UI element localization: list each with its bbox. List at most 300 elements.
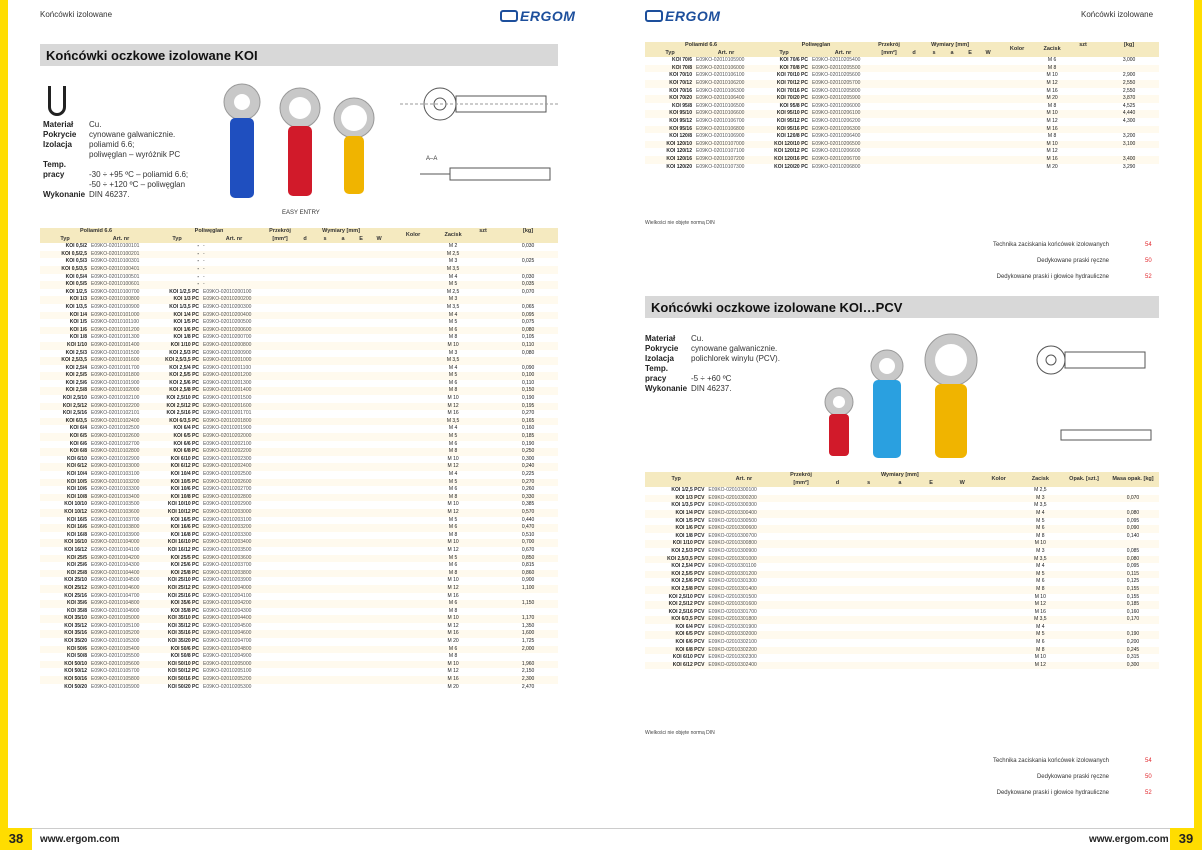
cell-empty bbox=[334, 380, 352, 388]
cell-empty bbox=[294, 387, 316, 395]
cell-empty bbox=[388, 593, 438, 601]
header-kolor-right: Kolor bbox=[997, 42, 1037, 57]
cell: E09KO-02010101700 bbox=[91, 364, 140, 371]
cell-empty bbox=[961, 72, 979, 80]
cell: E09KO-02010200600 bbox=[203, 326, 252, 333]
table-row bbox=[645, 631, 1159, 639]
cell-empty bbox=[316, 296, 334, 304]
cell-empty bbox=[352, 433, 370, 441]
cell-empty bbox=[468, 555, 498, 563]
cell-empty bbox=[978, 578, 1020, 586]
cell: 0,900 bbox=[521, 577, 535, 584]
cell-empty bbox=[884, 639, 915, 647]
cell-empty bbox=[943, 118, 961, 126]
cell: E09KO-02010204800 bbox=[203, 645, 252, 652]
cell-empty bbox=[370, 562, 388, 570]
cell-empty bbox=[822, 495, 853, 503]
cell: E09KO-02010201300 bbox=[203, 379, 252, 386]
cell: KOI 2,5/3,5 PC bbox=[165, 357, 200, 364]
cell: KOI 6/6 PC bbox=[173, 440, 200, 447]
cell: KOI 16/6 PC bbox=[170, 524, 200, 531]
cell: KOI 16/12 bbox=[64, 546, 87, 553]
cell: KOI 1/6 bbox=[69, 326, 87, 333]
header-zacisk-right: Zacisk bbox=[1037, 42, 1067, 57]
cell-empty bbox=[266, 258, 294, 266]
cell-empty bbox=[961, 118, 979, 126]
cell-empty bbox=[915, 624, 946, 632]
cell-empty bbox=[468, 600, 498, 608]
cell: 2,550 bbox=[1122, 79, 1136, 86]
cell: KOI 6/6 bbox=[69, 440, 87, 447]
cell-empty bbox=[266, 555, 294, 563]
cell-empty bbox=[903, 80, 925, 88]
cell-empty bbox=[925, 65, 943, 73]
cell-empty bbox=[294, 410, 316, 418]
cell-empty bbox=[370, 395, 388, 403]
table-row bbox=[40, 532, 558, 540]
cell-empty bbox=[947, 647, 978, 655]
cell-empty bbox=[370, 433, 388, 441]
cell-empty bbox=[316, 646, 334, 654]
cell-empty bbox=[875, 72, 903, 80]
cell-empty bbox=[294, 342, 316, 350]
tool-link[interactable] bbox=[851, 774, 1157, 780]
cell: E09KO-02010103500 bbox=[91, 501, 140, 508]
cell: M 8 bbox=[448, 334, 458, 341]
cell-empty bbox=[352, 479, 370, 487]
cell: E09KO-02010103400 bbox=[91, 493, 140, 500]
cell: E09KO-02010104600 bbox=[91, 584, 140, 591]
cell: KOI 25/10 bbox=[64, 577, 87, 584]
ergom-logo bbox=[500, 8, 575, 24]
cell: KOI 120/16 PC bbox=[774, 155, 809, 162]
cell-empty bbox=[334, 418, 352, 426]
footer-url[interactable]: www.ergom.com bbox=[40, 834, 120, 845]
cell-empty bbox=[352, 600, 370, 608]
cell-empty bbox=[294, 646, 316, 654]
cell-empty bbox=[903, 72, 925, 80]
cell-empty bbox=[370, 365, 388, 373]
cell-empty bbox=[334, 615, 352, 623]
cell: 0,190 bbox=[1126, 631, 1140, 638]
cell-empty bbox=[1067, 103, 1099, 111]
spec-key: Temp. pracy bbox=[43, 160, 66, 179]
cell: E09KO-02010206700 bbox=[812, 155, 861, 162]
cell: M 3,5 bbox=[1034, 616, 1047, 623]
cell-empty bbox=[294, 319, 316, 327]
cell-empty bbox=[468, 258, 498, 266]
cell-empty bbox=[388, 623, 438, 631]
cell: KOI 25/8 PC bbox=[170, 569, 200, 576]
table-row bbox=[40, 448, 558, 456]
cell: 0,155 bbox=[1126, 593, 1140, 600]
cell: E09KO-02010205600 bbox=[812, 72, 861, 79]
cell: KOI 1/10 PC bbox=[170, 341, 200, 348]
cell-empty bbox=[943, 80, 961, 88]
cell: 3,870 bbox=[1122, 95, 1136, 102]
cell: M 6 bbox=[448, 440, 458, 447]
header-wymiary-right: Wymiary [mm] bbox=[903, 42, 997, 50]
cell-empty bbox=[352, 593, 370, 601]
cell: E09KO-02010102200 bbox=[91, 402, 140, 409]
cell: KOI 50/20 PC bbox=[167, 683, 200, 690]
cell: M 2 bbox=[448, 243, 458, 250]
cell-empty bbox=[388, 630, 438, 638]
cell: E09KO-02010107300 bbox=[696, 163, 745, 170]
table-row bbox=[645, 525, 1159, 533]
cell-empty bbox=[997, 126, 1037, 134]
cell-empty bbox=[294, 517, 316, 525]
cell: KOI 35/6 PC bbox=[170, 600, 200, 607]
header-przekroj: Przekrój bbox=[266, 228, 294, 236]
cell-empty bbox=[943, 164, 961, 172]
cell: 0,270 bbox=[521, 478, 535, 485]
cell: KOI 6/5 PCV bbox=[675, 631, 705, 638]
cell-empty bbox=[943, 148, 961, 156]
cell bbox=[498, 593, 558, 601]
cell: M 10 bbox=[1034, 593, 1046, 600]
cell-empty bbox=[915, 540, 946, 548]
cell-empty bbox=[316, 365, 334, 373]
cell-empty bbox=[1061, 586, 1107, 594]
cell-empty bbox=[915, 495, 946, 503]
cell: E09KO-02010300100 bbox=[708, 487, 757, 494]
cell: KOI 10/6 PC bbox=[170, 486, 200, 493]
cell-empty bbox=[316, 350, 334, 358]
cell-empty bbox=[903, 118, 925, 126]
pcv-header-przekroj: Przekrój bbox=[780, 472, 822, 480]
cell-empty bbox=[468, 304, 498, 312]
cell: E09KO-02010201200 bbox=[203, 372, 252, 379]
table-row bbox=[40, 608, 558, 616]
header-zacisk: Zacisk bbox=[438, 228, 468, 243]
cell-empty bbox=[266, 433, 294, 441]
cell-empty bbox=[780, 502, 822, 510]
cell-empty bbox=[266, 456, 294, 464]
cell-empty bbox=[978, 662, 1020, 670]
cell: KOI 2,5/4 bbox=[65, 364, 87, 371]
cell-empty bbox=[294, 251, 316, 259]
cell: KOI 6/4 PC bbox=[173, 425, 200, 432]
cell-empty bbox=[947, 624, 978, 632]
cell-empty bbox=[352, 463, 370, 471]
cell-empty bbox=[352, 577, 370, 585]
cell-empty bbox=[1067, 88, 1099, 96]
cell-empty bbox=[853, 647, 884, 655]
table-row bbox=[645, 540, 1159, 548]
page-header: Końcówki izolowane bbox=[40, 10, 113, 19]
cell-empty bbox=[875, 118, 903, 126]
tool-link[interactable] bbox=[851, 274, 1157, 280]
cell-empty bbox=[316, 281, 334, 289]
cell-empty bbox=[294, 486, 316, 494]
cell: KOI 25/5 bbox=[66, 554, 87, 561]
cell: E09KO-02010302400 bbox=[708, 661, 757, 668]
cell-empty bbox=[978, 654, 1020, 662]
tool-link-label: Technika zaciskania końcówek izolowanych bbox=[992, 242, 1109, 248]
cell-empty bbox=[979, 80, 997, 88]
cell: E09KO-02010205000 bbox=[203, 660, 252, 667]
cell: - bbox=[197, 273, 200, 280]
cell-empty bbox=[875, 141, 903, 149]
tool-link[interactable] bbox=[851, 758, 1157, 764]
cell: KOI 70/10 bbox=[669, 72, 692, 79]
table-row bbox=[40, 630, 558, 638]
header-a: a bbox=[334, 236, 352, 244]
cell-empty bbox=[822, 662, 853, 670]
cell: M 4 bbox=[1036, 563, 1045, 570]
cell-empty bbox=[352, 357, 370, 365]
table-row bbox=[40, 494, 558, 502]
cell: M 12 bbox=[447, 463, 459, 470]
technical-drawing-pcv bbox=[1021, 340, 1161, 450]
table-row bbox=[40, 661, 558, 669]
table-row bbox=[645, 156, 1159, 164]
cell: KOI 50/12 bbox=[64, 668, 87, 675]
cell bbox=[1107, 487, 1159, 495]
cell: KOI 16/8 PC bbox=[170, 531, 200, 538]
spec-key: Pokrycie bbox=[43, 130, 77, 139]
header-szt: szt bbox=[468, 228, 498, 236]
cell-empty bbox=[266, 668, 294, 676]
cell-empty bbox=[352, 608, 370, 616]
cell: KOI 1/3,5 PC bbox=[169, 303, 200, 310]
tool-link[interactable] bbox=[851, 242, 1157, 248]
cell-empty bbox=[947, 601, 978, 609]
cell-empty bbox=[316, 312, 334, 320]
cell-empty bbox=[468, 668, 498, 676]
cell: E09KO-02010102900 bbox=[91, 455, 140, 462]
cell-empty bbox=[316, 623, 334, 631]
technical-drawing bbox=[400, 82, 560, 202]
cell-empty bbox=[468, 486, 498, 494]
cell-empty bbox=[266, 494, 294, 502]
cell: KOI 120/8 bbox=[669, 133, 692, 140]
cell: 1,725 bbox=[521, 638, 535, 645]
cell-empty bbox=[266, 479, 294, 487]
cell: 0,160 bbox=[521, 425, 535, 432]
cell: M 8 bbox=[1047, 64, 1057, 71]
cell: E09KO-02010101000 bbox=[91, 311, 140, 318]
cell-empty bbox=[961, 103, 979, 111]
spec-row bbox=[43, 130, 188, 140]
tool-link-label: Dedykowane praski ręczne bbox=[1036, 774, 1109, 780]
cell-empty bbox=[884, 518, 915, 526]
cell-empty bbox=[875, 80, 903, 88]
cell: E09KO-02010104100 bbox=[91, 546, 140, 553]
cell-empty bbox=[925, 126, 943, 134]
cell-empty bbox=[780, 594, 822, 602]
product-photo-pcv bbox=[817, 330, 997, 460]
cell-empty bbox=[468, 350, 498, 358]
pcv-header-mm2: [mm²] bbox=[780, 480, 822, 488]
cell: E09KO-02010203500 bbox=[203, 546, 252, 553]
footer-url-right[interactable]: www.ergom.com bbox=[1089, 834, 1169, 845]
cell-empty bbox=[352, 296, 370, 304]
table-row bbox=[645, 510, 1159, 518]
cell-empty bbox=[961, 57, 979, 65]
cell-empty bbox=[884, 563, 915, 571]
cell-empty bbox=[294, 304, 316, 312]
cell: E09KO-02010203300 bbox=[203, 531, 252, 538]
cell: E09KO-02010101900 bbox=[91, 379, 140, 386]
cell-empty bbox=[266, 585, 294, 593]
cell: M 5 bbox=[448, 433, 458, 440]
cell-empty bbox=[370, 646, 388, 654]
cell-empty bbox=[370, 425, 388, 433]
cell-empty bbox=[294, 630, 316, 638]
cell-empty bbox=[780, 647, 822, 655]
cell: KOI 6/8 bbox=[69, 448, 87, 455]
cell-empty bbox=[352, 342, 370, 350]
cell-empty bbox=[316, 471, 334, 479]
cell-empty bbox=[388, 608, 438, 616]
cell: - bbox=[203, 281, 205, 288]
cell-empty bbox=[780, 487, 822, 495]
cell: 0,850 bbox=[521, 554, 535, 561]
cell: M 6 bbox=[448, 524, 458, 531]
cell-empty bbox=[388, 266, 438, 274]
tool-link-page: 54 bbox=[1145, 758, 1152, 764]
cell-empty bbox=[853, 525, 884, 533]
spec-row bbox=[645, 334, 780, 344]
cell-empty bbox=[1061, 662, 1107, 670]
cell: 2,300 bbox=[521, 676, 535, 683]
cell: 0,030 bbox=[521, 273, 535, 280]
cell: KOI 1/5 PC bbox=[173, 319, 200, 326]
cell-empty bbox=[266, 501, 294, 509]
cell-empty bbox=[316, 501, 334, 509]
table-row bbox=[40, 365, 558, 373]
cell-empty bbox=[388, 387, 438, 395]
cell: KOI 16/8 bbox=[66, 531, 87, 538]
cell: KOI 70/8 bbox=[671, 64, 692, 71]
cell: E09KO-02010100601 bbox=[91, 281, 140, 288]
cell-empty bbox=[468, 334, 498, 342]
pcv-header-a: a bbox=[884, 480, 915, 488]
cell: E09KO-02010206600 bbox=[812, 148, 861, 155]
cell-empty bbox=[915, 639, 946, 647]
cell-empty bbox=[875, 103, 903, 111]
cell-empty bbox=[370, 547, 388, 555]
cell-empty bbox=[947, 525, 978, 533]
cell-empty bbox=[388, 342, 438, 350]
cell-empty bbox=[266, 266, 294, 274]
cell-empty bbox=[388, 380, 438, 388]
product-photo-terminals bbox=[212, 78, 392, 208]
cell: E09KO-02010202400 bbox=[203, 463, 252, 470]
cell: KOI 2,5/5 PCV bbox=[671, 570, 705, 577]
cell: KOI 1/2,5 PCV bbox=[671, 487, 705, 494]
cell: KOI 35/10 PC bbox=[167, 615, 200, 622]
cell: M 5 bbox=[448, 516, 458, 523]
table-row bbox=[40, 676, 558, 684]
cell: E09KO-02010203600 bbox=[203, 554, 252, 561]
cell: 0,155 bbox=[1126, 585, 1140, 592]
cell: E09KO-02010206800 bbox=[812, 163, 861, 170]
cell: M 10 bbox=[447, 660, 459, 667]
spec-row bbox=[43, 160, 188, 180]
cell: M 3,5 bbox=[446, 357, 460, 364]
header-typ-right: Typ bbox=[645, 50, 695, 58]
cell-empty bbox=[334, 684, 352, 692]
table-row bbox=[40, 593, 558, 601]
cell-empty bbox=[334, 585, 352, 593]
cell-empty bbox=[997, 65, 1037, 73]
page-number-right: 39 bbox=[1170, 828, 1202, 850]
cell-empty bbox=[352, 350, 370, 358]
cell: E09KO-02010301500 bbox=[708, 593, 757, 600]
cell-empty bbox=[334, 296, 352, 304]
cell: E09KO-02010205500 bbox=[812, 64, 861, 71]
table-row bbox=[645, 548, 1159, 556]
cell: 3,200 bbox=[1122, 133, 1136, 140]
table-row bbox=[40, 433, 558, 441]
cell-empty bbox=[370, 676, 388, 684]
cell-empty bbox=[822, 487, 853, 495]
cell-empty bbox=[947, 594, 978, 602]
cell-empty bbox=[822, 609, 853, 617]
cell-empty bbox=[370, 258, 388, 266]
cell-empty bbox=[978, 518, 1020, 526]
cell: KOI 25/10 PC bbox=[167, 577, 200, 584]
header-empty2 bbox=[498, 236, 558, 244]
cell-empty bbox=[961, 110, 979, 118]
cell-empty bbox=[884, 548, 915, 556]
cell: E09KO-02010103000 bbox=[91, 463, 140, 470]
cell: 0,100 bbox=[521, 372, 535, 379]
cell-empty bbox=[884, 631, 915, 639]
cell: KOI 1/8 PCV bbox=[675, 532, 705, 539]
cell-empty bbox=[997, 103, 1037, 111]
cell-empty bbox=[388, 289, 438, 297]
cell-empty bbox=[266, 562, 294, 570]
cell-empty bbox=[468, 524, 498, 532]
spec-row bbox=[645, 364, 780, 384]
cell: E09KO-02010104900 bbox=[91, 607, 140, 614]
tool-link[interactable] bbox=[851, 258, 1157, 264]
cell: M 16 bbox=[1046, 87, 1058, 94]
cell: M 6 bbox=[448, 486, 458, 493]
cell-empty bbox=[979, 164, 997, 172]
cell: 1,600 bbox=[521, 630, 535, 637]
cell-empty bbox=[294, 501, 316, 509]
cell-empty bbox=[468, 494, 498, 502]
cell: KOI 35/12 PC bbox=[167, 622, 200, 629]
table-row bbox=[645, 586, 1159, 594]
cell-empty bbox=[294, 266, 316, 274]
cell-empty bbox=[997, 57, 1037, 65]
tool-link[interactable] bbox=[851, 790, 1157, 796]
cell-empty bbox=[978, 609, 1020, 617]
cell: M 6 bbox=[448, 645, 458, 652]
cell-empty bbox=[915, 510, 946, 518]
cell: E09KO-02010302100 bbox=[708, 639, 757, 646]
cell: 0,185 bbox=[1126, 601, 1140, 608]
cell-empty bbox=[334, 630, 352, 638]
header-d-right: d bbox=[903, 50, 925, 58]
cell: KOI 95/8 bbox=[671, 102, 692, 109]
cell-empty bbox=[334, 281, 352, 289]
cell-empty bbox=[884, 487, 915, 495]
cell-empty bbox=[334, 251, 352, 259]
cell: E09KO-02010104000 bbox=[91, 539, 140, 546]
cell-empty bbox=[1061, 540, 1107, 548]
cell: M 3,5 bbox=[446, 265, 460, 272]
header-poliweglan-right: Poliwęglan bbox=[757, 42, 875, 50]
cell: 0,190 bbox=[521, 440, 535, 447]
cell-empty bbox=[1067, 164, 1099, 172]
